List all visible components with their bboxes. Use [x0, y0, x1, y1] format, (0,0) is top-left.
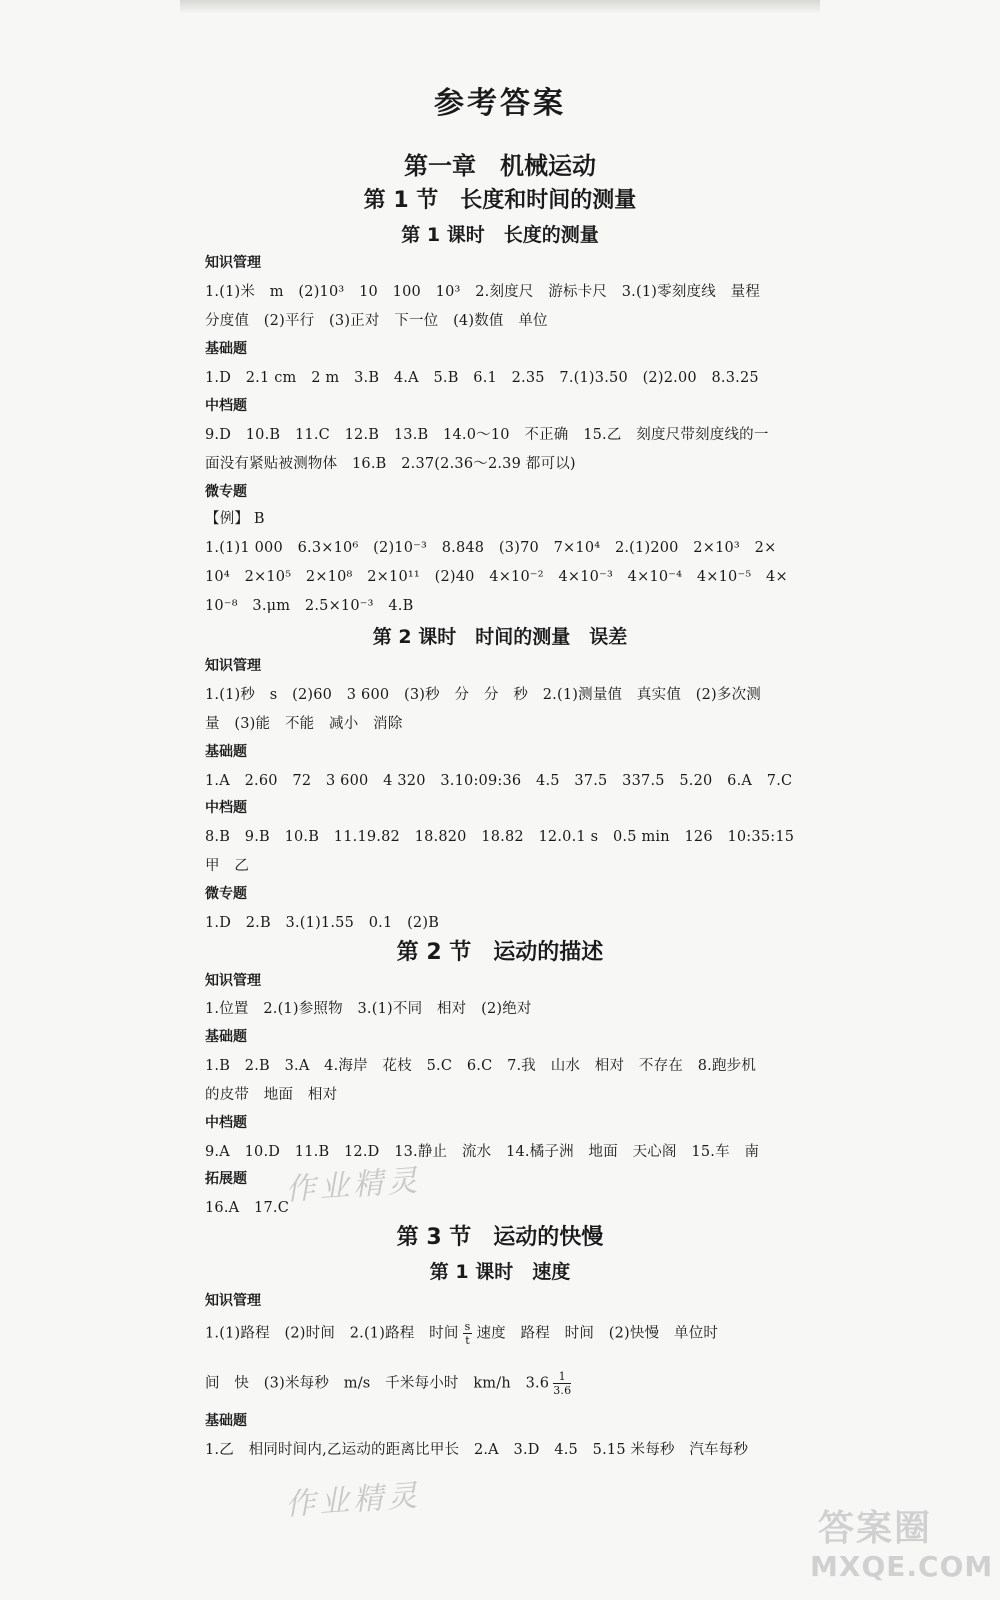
answer-line [205, 1370, 575, 1397]
label-knowledge: 知识管理 [205, 255, 261, 271]
answer-line: 面没有紧贴被测物体 16.B 2.37(2.36～2.39 都可以) [205, 456, 576, 472]
site-stamp-logo [810, 1500, 994, 1590]
lesson-heading: 第 1 课时 速度 [429, 1261, 571, 1283]
page-title: 参考答案 [434, 86, 566, 121]
answer-line: 10⁻⁸ 3.μm 2.5×10⁻³ 4.B [205, 598, 414, 614]
answer-text: 间 快 (3)米每秒 m/s 千米每小时 km/h 3.6 [205, 1375, 550, 1392]
answer-text: 1.(1)路程 (2)时间 2.(1)路程 时间 [205, 1325, 459, 1342]
fraction-numerator: 1 [553, 1370, 571, 1384]
label-knowledge: 知识管理 [205, 1293, 261, 1309]
answer-line: 1.(1)1 000 6.3×10⁶ (2)10⁻³ 8.848 (3)70 7×10⁴ 2.(1)200 2×10³ 2× [205, 540, 777, 556]
answer-line: 9.D 10.B 11.C 12.B 13.B 14.0～10 不正确 15.乙 刻度尺带刻度线的一 [205, 427, 769, 443]
answer-line: 10⁴ 2×10⁵ 2×10⁸ 2×10¹¹ (2)40 4×10⁻² 4×10⁻³ 4×10⁻⁴ 4×10⁻⁵ 4× [205, 569, 788, 585]
answer-line: 16.A 17.C [205, 1200, 289, 1216]
fraction-denominator: t [465, 1334, 470, 1347]
fraction-denominator: 3.6 [553, 1384, 572, 1397]
answer-line: 1.乙 相同时间内,乙运动的距离比甲长 2.A 3.D 4.5 5.15 米每秒 汽车每秒 [205, 1442, 749, 1458]
section-heading: 第 3 节 运动的快慢 [396, 1225, 604, 1250]
example-line: 【例】 B [205, 511, 265, 527]
watermark: 作业精灵 [284, 1163, 423, 1208]
lesson-heading: 第 2 课时 时间的测量 误差 [372, 626, 628, 648]
section-heading: 第 1 节 长度和时间的测量 [363, 188, 637, 213]
fraction-1-over-3-6 [553, 1370, 571, 1397]
label-medium: 中档题 [205, 1115, 247, 1131]
label-medium: 中档题 [205, 398, 247, 414]
label-basic: 基础题 [205, 1029, 247, 1045]
label-medium: 中档题 [205, 800, 247, 816]
answer-line: 8.B 9.B 10.B 11.19.82 18.820 18.82 12.0.1 s 0.5 min 126 10:35:15 [205, 829, 795, 845]
answer-line: 甲 乙 [205, 858, 250, 874]
answer-line: 1.D 2.1 cm 2 m 3.B 4.A 5.B 6.1 2.35 7.(1)3.50 (2)2.00 8.3.25 [205, 370, 759, 386]
answer-line: 1.位置 2.(1)参照物 3.(1)不同 相对 (2)绝对 [205, 1001, 532, 1017]
answer-line [205, 1320, 718, 1347]
label-extension: 拓展题 [205, 1171, 247, 1187]
lesson-heading: 第 1 课时 长度的测量 [401, 224, 599, 246]
section-heading: 第 2 节 运动的描述 [396, 940, 604, 965]
answer-line: 1.(1)秒 s (2)60 3 600 (3)秒 分 分 秒 2.(1)测量值 真实值 (2)多次测 [205, 687, 761, 703]
stamp-text-top: 答案圈 [818, 1508, 933, 1549]
answer-text: 速度 路程 时间 (2)快慢 单位时 [476, 1325, 719, 1342]
stamp-text-bottom: MXQE.COM [810, 1550, 994, 1583]
fraction-numerator: s [464, 1320, 471, 1333]
chapter-heading: 第一章 机械运动 [404, 152, 596, 180]
answer-line: 9.A 10.D 11.B 12.D 13.静止 流水 14.橘子洲 地面 天心阁 15.车 南 [205, 1144, 760, 1160]
fraction-s-over-t [463, 1320, 473, 1347]
answer-line: 的皮带 地面 相对 [205, 1087, 338, 1103]
label-basic: 基础题 [205, 341, 247, 357]
answer-line: 量 (3)能 不能 减小 消除 [205, 716, 403, 732]
answer-line: 分度值 (2)平行 (3)正对 下一位 (4)数值 单位 [205, 313, 548, 329]
label-knowledge: 知识管理 [205, 658, 261, 674]
watermark: 作业精灵 [284, 1478, 423, 1523]
label-micro-topic: 微专题 [205, 886, 247, 902]
label-knowledge: 知识管理 [205, 973, 261, 989]
label-basic: 基础题 [205, 1413, 247, 1429]
answer-line: 1.B 2.B 3.A 4.海岸 花枝 5.C 6.C 7.我 山水 相对 不存在 8.跑步机 [205, 1058, 757, 1074]
answer-line: 1.(1)米 m (2)10³ 10 100 10³ 2.刻度尺 游标卡尺 3.(1)零刻度线 量程 [205, 284, 761, 300]
label-micro-topic: 微专题 [205, 484, 247, 500]
answer-line: 1.A 2.60 72 3 600 4 320 3.10:09:36 4.5 37.5 337.5 5.20 6.A 7.C [205, 773, 793, 789]
answer-line: 1.D 2.B 3.(1)1.55 0.1 (2)B [205, 915, 440, 931]
scan-shadow [180, 0, 820, 14]
label-basic: 基础题 [205, 744, 247, 760]
